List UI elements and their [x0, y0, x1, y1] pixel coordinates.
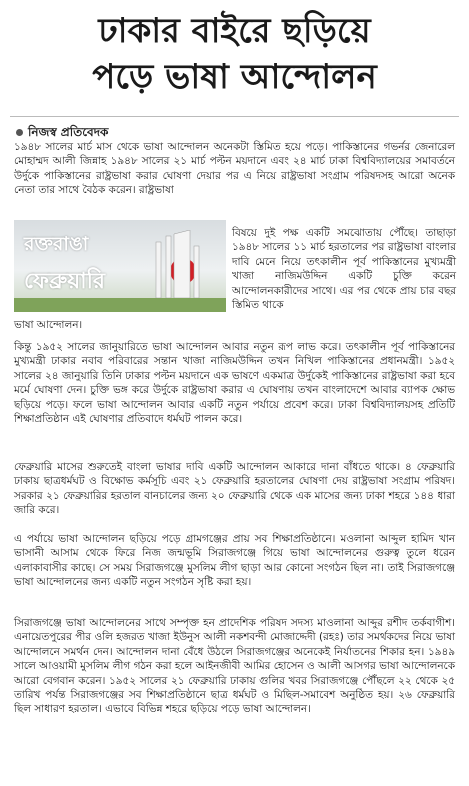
paragraph-5: সিরাজগঞ্জে ভাষা আন্দোলনের সাথে সম্পৃক্ত হন প্রাদেশিক পরিষদ সদস্য মাওলানা আব্দুর রশীদ তর্কবাগীশ। এনায়েতপুরের পীর ওলি হজরত খাজা ইউনুস আলী নকশবন্দী মোজাদ্দেদী (রহঃ) তার সমর্থকদের নিয়ে ভাষা আন্দোলনে সমর্থন দেন। আন্দোলন দানা বেঁধে উঠলে সিরাজগঞ্জের অনেকেই নির্যাতনের শিকার হন। ১৯৪৯ সালে আওয়ামী মুসলিম লীগ গঠন করা হলে আইনজীবী আমির হোসেন ও আলী আসগর ভাষা আন্দোলনকে আরো বেগবান করেন। ১৯৫২ সালের ২১ ফেব্রুয়ারি ঢাকায় গুলির খবর সিরাজগঞ্জে পৌঁছলে ২২ থেকে ২৫ তারিখ পর্যন্ত সিরাজগঞ্জের সব শিক্ষাপ্রতিষ্ঠানে ছাত্র ধর্মঘট ও মিছিল-সমাবেশ অনুষ্ঠিত হয়। ২৬ ফেব্রুয়ারি ছিল সাধারণ হরতাল। এভাবে বিভিন্ন শহরে ছড়িয়ে পড়ে ভাষা আন্দোলন। [14, 617, 455, 716]
divider [10, 116, 459, 117]
paragraph-2: কিন্তু ১৯৫২ সালের জানুয়ারিতে ভাষা আন্দোলন আবার নতুন রূপ লাভ করে। তৎকালীন পূর্ব পাকিস্তানের মুখ্যমন্ত্রী ঢাকার নবাব পরিবারের সন্তান খাজা নাজিমউদ্দিন তখন নিখিল পাকিস্তানের প্রধানমন্ত্রী। ১৯৫২ সালের ২৪ জানুয়ারি তিনি ঢাকার পল্টন ময়দানে এক ভাষণে একমাত্র উর্দুকেই পাকিস্তানের রাষ্ট্রভাষা করা হবে মর্মে ঘোষণা দেন। চুক্তি ভঙ্গ করে উর্দুকে রাষ্ট্রভাষা করার এ ঘোষণায় তখন বাংলাদেশে আবার ব্যাপক ক্ষোভ ছড়িয়ে পড়ে। ফলে ভাষা আন্দোলন আবার একটি নতুন পর্যায়ে প্রবেশ করে। ঢাকা বিশ্ববিদ্যালয়সহ প্রতিটি শিক্ষাপ্রতিষ্ঠান এই ঘোষণার প্রতিবাদে ধর্মঘট পালন করে। [14, 341, 455, 426]
byline-text: নিজস্ব প্রতিবেদক [28, 125, 109, 139]
banner-image [14, 220, 226, 312]
paragraph-1-continued: বিষয়ে দুই পক্ষ একটি সমঝোতায় পৌঁছে। তাছাড়া ১৯৪৮ সালের ১১ মার্চ হরতালের পর রাষ্ট্রভাষা বাংলার দাবি মেনে নিয়ে তৎকালীন পূর্ব পাকিস্তানের মুখ্যমন্ত্রী খাজা নাজিমউদ্দিন একটি চুক্তি করেন আন্দোলনকারীদের সাথে। এর পর থেকে প্রায় চার বছর স্তিমিত থাকে [232, 227, 456, 312]
paragraph-1: ১৯৪৮ সালের মার্চ মাস থেকে ভাষা আন্দোলন অনেকটা স্তিমিত হয়ে পড়ে। পাকিস্তানের গভর্নর জেনারেল মোহাম্মদ আলী জিন্নাহ ১৯৪৮ সালের ২১ মার্চ পল্টন ময়দানে এবং ২৪ মার্চ ঢাকা বিশ্ববিদ্যালয়ের সমাবর্তনে উর্দুকে পাকিস্তানের রাষ্ট্রভাষা করার ঘোষণা দেয়ার পর এ নিয়ে রাষ্ট্রভাষা সংগ্রাম পরিষদসহ আরো অনেক নেতা তার সাথে বৈঠক করেন। রাষ্ট্রভাষা [14, 141, 455, 197]
headline-line-1: ঢাকার বাইরে ছড়িয়ে [98, 11, 371, 51]
banner-title-2: ফেব্রুয়ারি [24, 269, 106, 294]
paragraph-1-tail: ভাষা আন্দোলন। [14, 319, 83, 331]
banner-title-1: রক্তরাঙা [24, 233, 89, 255]
paragraph-4: এ পর্যায়ে ভাষা আন্দোলন ছড়িয়ে পড়ে গ্রামগঞ্জের প্রায় সব শিক্ষাপ্রতিষ্ঠানে। মওলানা আব্দুল হামিদ খান ভাসানী আসাম থেকে ফিরে নিজ জন্মভূমি সিরাজগঞ্জে গিয়ে ভাষা আন্দোলনের গুরুত্ব তুলে ধরেন এলাকাবাসীর কাছে। সে সময় সিরাজগঞ্জে মুসলিম লীগ ছাড়া আর কোনো সংগঠন ছিল না। তাই সিরাজগঞ্জে ভাষা আন্দোলনের জন্য একটি নতুন সংগঠন সৃষ্টি করা হয়। [14, 533, 455, 589]
bullet-icon [16, 129, 23, 136]
paragraph-3: ফেব্রুয়ারি মাসের শুরুতেই বাংলা ভাষার দাবি একটি আন্দোলন আকারে দানা বাঁধতে থাকে। ৪ ফেব্রুয়ারি ঢাকায় ছাত্রধর্মঘট ও বিক্ষোভ কর্মসূচি এবং ২১ ফেব্রুয়ারি হরতালের ঘোষণা দেয় রাষ্ট্রভাষা সংগ্রাম পরিষদ। সরকার ২১ ফেব্রুয়ারির হরতাল বানচালের জন্য ২০ ফেব্রুয়ারি থেকে এক মাসের জন্য ঢাকা শহরে ১৪৪ ধারা জারি করে। [14, 461, 455, 517]
shaheed-minar-icon [150, 230, 204, 300]
headline [0, 8, 469, 100]
headline-line-2: পড়ে ভাষা আন্দোলন [92, 57, 377, 97]
